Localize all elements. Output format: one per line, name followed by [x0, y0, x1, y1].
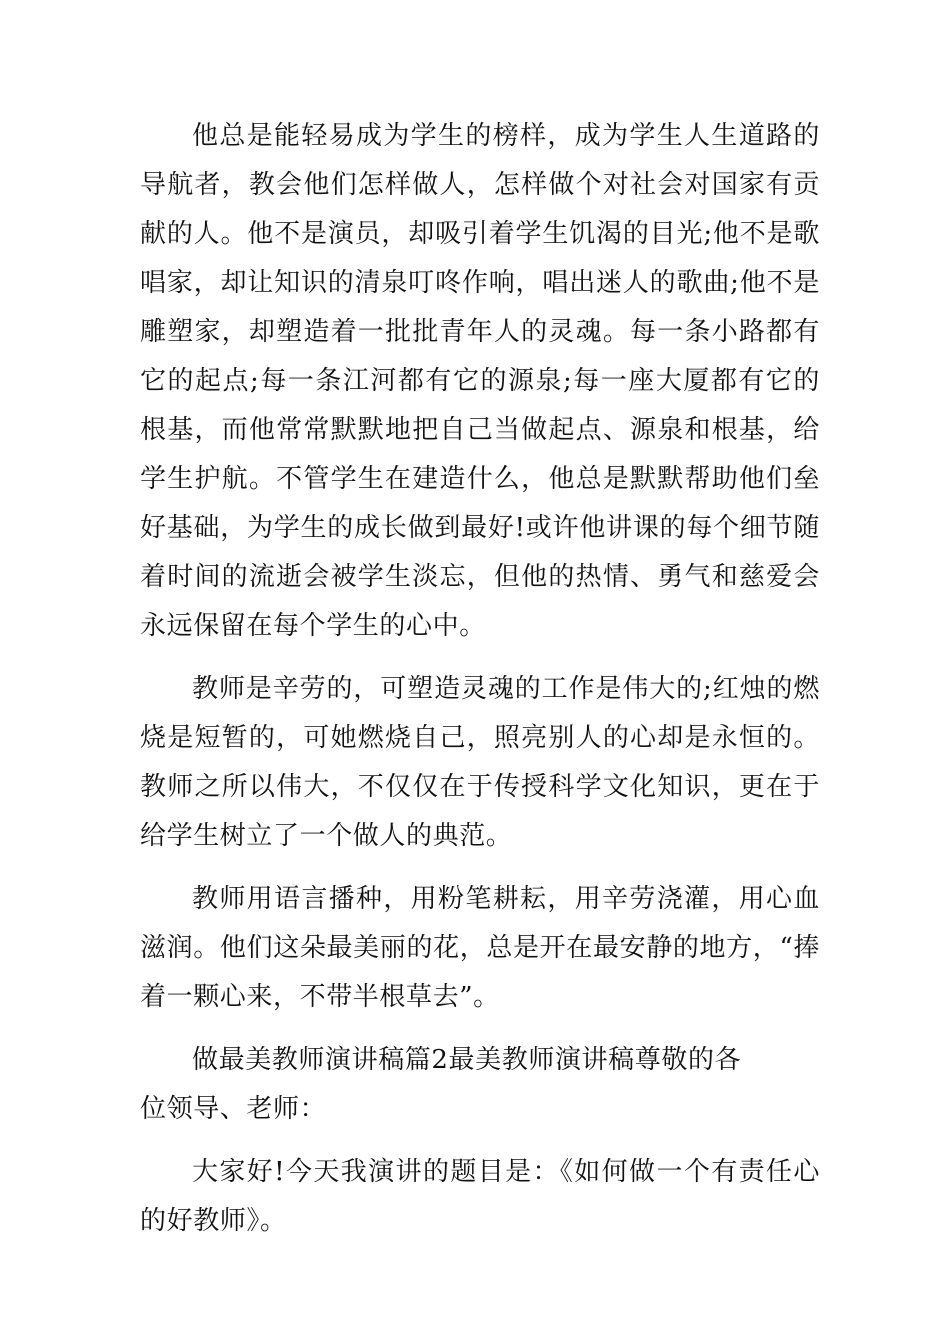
paragraph-4: 大家好!今天我演讲的题目是：《如何做一个有责任心的好教师》。 — [140, 1157, 820, 1236]
salutation-line: 位领导、老师： — [140, 1094, 327, 1124]
paragraph-3: 教师用语言播种，用粉笔耕耘，用辛劳浇灌，用心血滋润。他们这朵最美丽的花，总是开在最安静的地方，“捧着一颗心来，不带半根草去”。 — [140, 884, 820, 1012]
paragraph-1: 他总是能轻易成为学生的榜样，成为学生人生道路的导航者，教会他们怎样做人，怎样做个对社会对国家有贡献的人。他不是演员，却吸引着学生饥渴的目光;他不是歌唱家，却让知识的清泉叮咚作响，唱出迷人的歌曲;他不是雕塑家，却塑造着一批批青年人的灵魂。每一条小路都有它的起点;每一条江河都有它的源泉;每一座大厦都有它的根基，而他常常默默地把自己当做起点、源泉和根基，给学生护航。不管学生在建造什么，他总是默默帮助他们垒好基础，为学生的成长做到最好!或许他讲课的每个细节随着时间的流逝会被学生淡忘，但他的热情、勇气和慈爱会永远保留在每个学生的心中。 — [140, 121, 820, 641]
speech-title-line: 做最美教师演讲稿篇2最美教师演讲稿尊敬的各 — [192, 1045, 742, 1075]
document-body — [140, 112, 820, 1260]
paragraph-2: 教师是辛劳的，可塑造灵魂的工作是伟大的;红烛的燃烧是短暂的，可她燃烧自己，照亮别人的心却是永恒的。教师之所以伟大，不仅仅在于传授科学文化知识，更在于给学生树立了一个做人的典范。 — [140, 674, 820, 851]
